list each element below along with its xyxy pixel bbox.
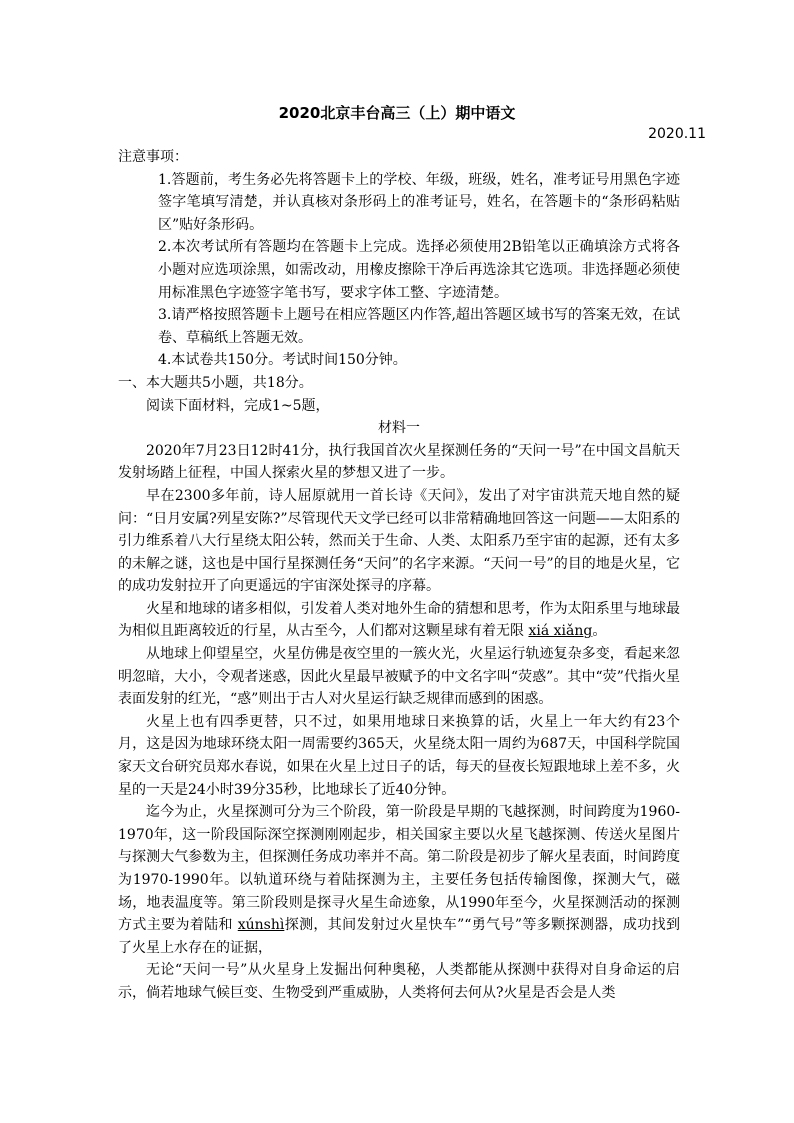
notice-item-1: 1.答题前，考生务必先将答题卡上的学校、年级，班级，姓名，准考证号用黑色字迹签字笔填写清楚，并认真核对条形码上的准考证号，姓名，在答题卡的“条形码粘贴区”贴好条形码。 bbox=[158, 171, 680, 233]
material-title: 材料一 bbox=[378, 420, 420, 437]
notice-item-4: 4.本试卷共150分。考试时间150分钟。 bbox=[158, 352, 407, 369]
page-title: 2020北京丰台高三（上）期中语文 bbox=[278, 104, 516, 122]
paragraph-3-text: 火星和地球的诸多相似，引发着人类对地外生命的猜想和思考，作为太阳系里与地球最为相似且距离较近的行星，从古至今，人们都对这颗星球有着无限 bbox=[118, 600, 680, 640]
pinyin-blank-1: xiá xiǎng bbox=[528, 623, 593, 640]
reading-instruction: 阅读下面材料，完成1~5题， bbox=[146, 397, 330, 414]
notice-item-2: 2.本次考试所有答题均在答题卡上完成。选择必须使用2B铅笔以正确填涂方式将各小题对应选项涂黑，如需改动，用橡皮擦除干净后再选涂其它选项。非选择题必须使用标准黑色字迹签字笔书写，要求字体工整、字迹清楚。 bbox=[158, 239, 680, 301]
paragraph-3-end: 。 bbox=[592, 623, 607, 640]
exam-date: 2020.11 bbox=[648, 126, 706, 142]
pinyin-blank-2: xúnshì bbox=[237, 917, 285, 934]
section-heading: 一、本大题共5小题，共18分。 bbox=[118, 374, 313, 391]
document-body bbox=[118, 146, 680, 1005]
paragraph-6 bbox=[118, 801, 680, 959]
paragraph-6-end: 探测，其间发射过火星快车”“勇气号”等多颗探测器，成功找到了火星上水存在的证据， bbox=[118, 917, 680, 956]
paragraph-1: 2020年7月23日12时41分，执行我国首次火星探测任务的“天问一号”在中国文昌航天发射场踏上征程，中国人探索火星的梦想又进了一步。 bbox=[118, 442, 680, 482]
paragraph-2: 早在2300多年前，诗人屈原就用一首长诗《天问》，发出了对宇宙洪荒天地自然的疑问：“日月安属?列星安陈?”尽管现代天文学已经可以非常精确地回答这一问题——太阳系的引力维系着八大行星绕太阳公转，然而关于生命、人类、太阳系乃至宇宙的起源，还有太多的未解之谜，这也是中国行星探测任务“天问”的名字来源。“天问一号”的目的地是火星，它的成功发射拉开了向更遥远的宇宙深处探寻的序幕。 bbox=[118, 487, 680, 595]
paragraph-5: 火星上也有四季更替，只不过，如果用地球日来换算的话，火星上一年大约有23个月，这是因为地球环绕太阳一周需要约365天，火星绕太阳一周约为687天，中国科学院国家天文台研究员郑水春说，如果在火星上过日子的话，每天的昼夜长短跟地球上差不多，火星的一天是24小时39分35秒，比地球长了近40分钟。 bbox=[118, 713, 680, 798]
paragraph-4: 从地球上仰望星空，火星仿佛是夜空里的一簇火光，火星运行轨迹复杂多变，看起来忽明忽暗，大小，令观者迷惑，因此火星最早被赋予的中文名字叫“荧惑”。其中“荧”代指火星表面发射的红光，“惑”则出于古人对火星运行缺乏规律而感到的困惑。 bbox=[118, 646, 680, 708]
paragraph-6-text: 迄今为止，火星探测可分为三个阶段，第一阶段是早期的飞越探测，时间跨度为1960-1970年，这一阶段国际深空探测刚刚起步，相关国家主要以火星飞越探测、传送火星图片与探测大气参数为主，但探测任务成功率并不高。第二阶段是初步了解火星表面，时间跨度为1970-1990年。以轨道环绕与着陆探测为主，主要任务包括传输图像，探测大气，磁场，地表温度等。第三阶段则是探寻火星生命迹象，从1990年至今，火星探测活动的探测方式主要为着陆和 bbox=[118, 804, 680, 934]
notice-item-3: 3.请严格按照答题卡上题号在相应答题区内作答,超出答题区域书写的答案无效，在试卷、草稿纸上答题无效。 bbox=[158, 307, 680, 346]
paragraph-7: 无论“天问一号”从火星身上发掘出何种奥秘，人类都能从探测中获得对自身命运的启示，倘若地球气候巨变、生物受到严重威胁，人类将何去何从?火星是否会是人类 bbox=[118, 962, 680, 1001]
paragraph-3 bbox=[118, 598, 680, 643]
notice-heading: 注意事项： bbox=[118, 149, 188, 165]
